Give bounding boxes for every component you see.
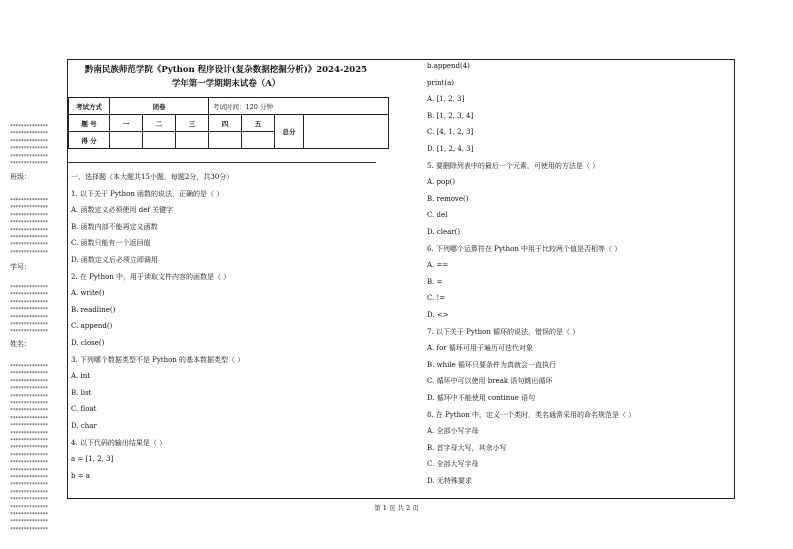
name-label: 姓名： bbox=[10, 340, 31, 348]
column-header: 二 bbox=[143, 115, 176, 132]
binding-star-row: ************** bbox=[10, 153, 48, 160]
question-line: C. float bbox=[71, 405, 97, 414]
question-line: 4. 以下代码的输出结果是（ ） bbox=[71, 438, 167, 447]
question-line: D. clear() bbox=[427, 228, 461, 236]
binding-star-row: ************** bbox=[10, 526, 48, 533]
question-line: B. 首字母大写，其余小写 bbox=[427, 443, 507, 452]
question-line: D. 函数定义后必须立即调用 bbox=[71, 256, 158, 264]
binding-star-row: ************** bbox=[10, 497, 48, 504]
binding-star-row: ************** bbox=[10, 438, 48, 444]
column-header: 四 bbox=[209, 115, 242, 132]
binding-star-row: ************** bbox=[10, 460, 48, 467]
question-line: 5. 要删除列表中的最后一个元素，可使用的方法是（ ） bbox=[427, 161, 600, 170]
binding-star-row: ************** bbox=[10, 504, 48, 511]
binding-star-row: ************** bbox=[10, 292, 48, 299]
binding-star-row: ************** bbox=[10, 415, 48, 422]
binding-star-row: ************** bbox=[10, 393, 48, 400]
question-line: D. [1, 2, 4, 3] bbox=[427, 145, 474, 153]
binding-star-row: ************** bbox=[10, 212, 48, 219]
binding-star-row: ************** bbox=[10, 307, 48, 314]
question-line: C. append() bbox=[71, 322, 113, 331]
binding-star-row: ************** bbox=[10, 445, 48, 452]
binding-star-row: ************** bbox=[10, 131, 48, 138]
question-line: 3. 下列哪个数据类型不是 Python 的基本数据类型（ ） bbox=[71, 355, 245, 364]
question-line: B. 函数内部不能再定义函数 bbox=[71, 222, 158, 231]
question-line: C. != bbox=[427, 294, 446, 303]
question-line: B. [1, 2, 3, 4] bbox=[427, 111, 474, 120]
total-score-cell[interactable] bbox=[304, 115, 389, 149]
question-line: 1. 以下关于 Python 函数的说法，正确的是（ ） bbox=[71, 189, 224, 198]
class-label: 班级： bbox=[10, 173, 31, 181]
score-cell[interactable] bbox=[176, 132, 209, 149]
score-table bbox=[68, 97, 389, 149]
binding-star-row: ************** bbox=[10, 124, 48, 130]
binding-star-row: ************** bbox=[10, 452, 48, 459]
question-line: A. int bbox=[71, 372, 91, 381]
binding-star-row: ************** bbox=[10, 519, 48, 526]
binding-star-row: ************** bbox=[10, 314, 48, 321]
question-line: b.append(4) bbox=[427, 62, 470, 70]
column-header: 三 bbox=[176, 115, 209, 132]
question-line: a = [1, 2, 3] bbox=[71, 455, 114, 464]
score-cell[interactable] bbox=[209, 132, 242, 149]
question-line: D. 循环中不能使用 continue 语句 bbox=[427, 394, 536, 402]
question-line: D. char bbox=[71, 422, 97, 430]
question-no-label: 题 号 bbox=[69, 115, 110, 132]
binding-star-row: ************** bbox=[10, 386, 48, 393]
student-id-label: 学号： bbox=[10, 263, 31, 271]
binding-star-row: ************** bbox=[10, 364, 48, 370]
score-cell[interactable] bbox=[143, 132, 176, 149]
binding-star-row: ************** bbox=[10, 430, 48, 437]
binding-star-row: ************** bbox=[10, 205, 48, 212]
question-line: A. == bbox=[427, 261, 449, 270]
question-line: B. = bbox=[427, 277, 443, 286]
question-line: 7. 以下关于 Python 循环的说法，错误的是（ ） bbox=[427, 327, 580, 336]
binding-star-row: ************** bbox=[10, 242, 48, 249]
question-line: 6. 下列哪个运算符在 Python 中用于比较两个值是否相等（ ） bbox=[427, 244, 622, 253]
binding-star-row: ************** bbox=[10, 408, 48, 415]
question-line: 2. 在 Python 中，用于读取文件内容的函数是（ ） bbox=[71, 272, 231, 281]
question-line: A. for 循环可用于遍历可迭代对象 bbox=[427, 344, 533, 353]
question-line: C. 函数只能有一个返回值 bbox=[71, 239, 151, 248]
question-line: 一、选择题（本大题共15小题，每题2分，共30分） bbox=[71, 173, 234, 181]
question-line: B. remove() bbox=[427, 194, 469, 203]
question-line: 8. 在 Python 中，定义一个类时，类名通常采用的命名规范是（ ） bbox=[427, 410, 636, 419]
total-label: 总分 bbox=[275, 115, 304, 149]
binding-star-row: ************** bbox=[10, 138, 48, 145]
question-line: A. pop() bbox=[427, 178, 456, 187]
question-line: b = a bbox=[71, 471, 90, 480]
score-label: 得 分 bbox=[69, 132, 110, 149]
exam-form-value: 闭卷 bbox=[110, 98, 209, 115]
binding-star-row: ************** bbox=[10, 475, 48, 481]
section-divider bbox=[68, 162, 376, 163]
question-line: B. list bbox=[71, 388, 92, 397]
binding-star-row: ************** bbox=[10, 235, 48, 241]
binding-star-row: ************** bbox=[10, 371, 48, 378]
exam-form-label: 考试方式 bbox=[69, 98, 110, 115]
binding-star-row: ************** bbox=[10, 227, 48, 234]
binding-star-row: ************** bbox=[10, 512, 48, 518]
binding-star-row: ************** bbox=[10, 299, 48, 306]
page-number: 第 1 页 共 2 页 bbox=[374, 504, 419, 512]
question-line: D. 无特殊要求 bbox=[427, 477, 472, 485]
question-line: A. 函数定义必须使用 def 关键字 bbox=[71, 206, 174, 215]
binding-star-row: ************** bbox=[10, 285, 48, 291]
binding-star-row: ************** bbox=[10, 329, 48, 336]
question-line: B. while 循环只要条件为真就会一直执行 bbox=[427, 360, 556, 369]
question-line: C. 全部大写字母 bbox=[427, 460, 479, 469]
question-line: A. 全部小写字母 bbox=[427, 427, 479, 436]
question-line: C. del bbox=[427, 211, 448, 220]
binding-star-row: ************** bbox=[10, 401, 48, 407]
binding-star-row: ************** bbox=[10, 467, 48, 474]
question-line: D. <> bbox=[427, 311, 449, 319]
question-line: B. readline() bbox=[71, 305, 116, 314]
column-header: 五 bbox=[242, 115, 275, 132]
binding-star-row: ************** bbox=[10, 423, 48, 430]
exam-title-line1: 黔南民族师范学院《Python 程序设计(复杂数据挖掘分析)》2024-2025 bbox=[84, 65, 368, 75]
binding-star-row: ************** bbox=[10, 482, 48, 489]
binding-star-row: ************** bbox=[10, 378, 48, 385]
question-line: C. [4, 1, 2, 3] bbox=[427, 128, 474, 137]
binding-star-row: ************** bbox=[10, 322, 48, 328]
question-line: A. [1, 2, 3] bbox=[427, 95, 465, 104]
question-line: print(a) bbox=[427, 78, 455, 87]
binding-star-row: ************** bbox=[10, 220, 48, 227]
exam-title-line2: 学年第一学期期末试卷（A） bbox=[171, 79, 281, 89]
column-header: 一 bbox=[110, 115, 143, 132]
score-cell[interactable] bbox=[110, 132, 143, 149]
binding-star-row: ************** bbox=[10, 249, 48, 256]
question-line: D. close() bbox=[71, 339, 105, 347]
exam-time: 考试时间：120 分钟 bbox=[209, 98, 389, 115]
question-line: C. 循环中可以使用 break 语句跳出循环 bbox=[427, 377, 553, 386]
binding-star-row: ************** bbox=[10, 489, 48, 496]
binding-star-row: ************** bbox=[10, 146, 48, 153]
binding-star-row: ************** bbox=[10, 198, 48, 204]
binding-star-row: ************** bbox=[10, 161, 48, 167]
question-line: A. write() bbox=[71, 289, 105, 298]
score-cell[interactable] bbox=[242, 132, 275, 149]
